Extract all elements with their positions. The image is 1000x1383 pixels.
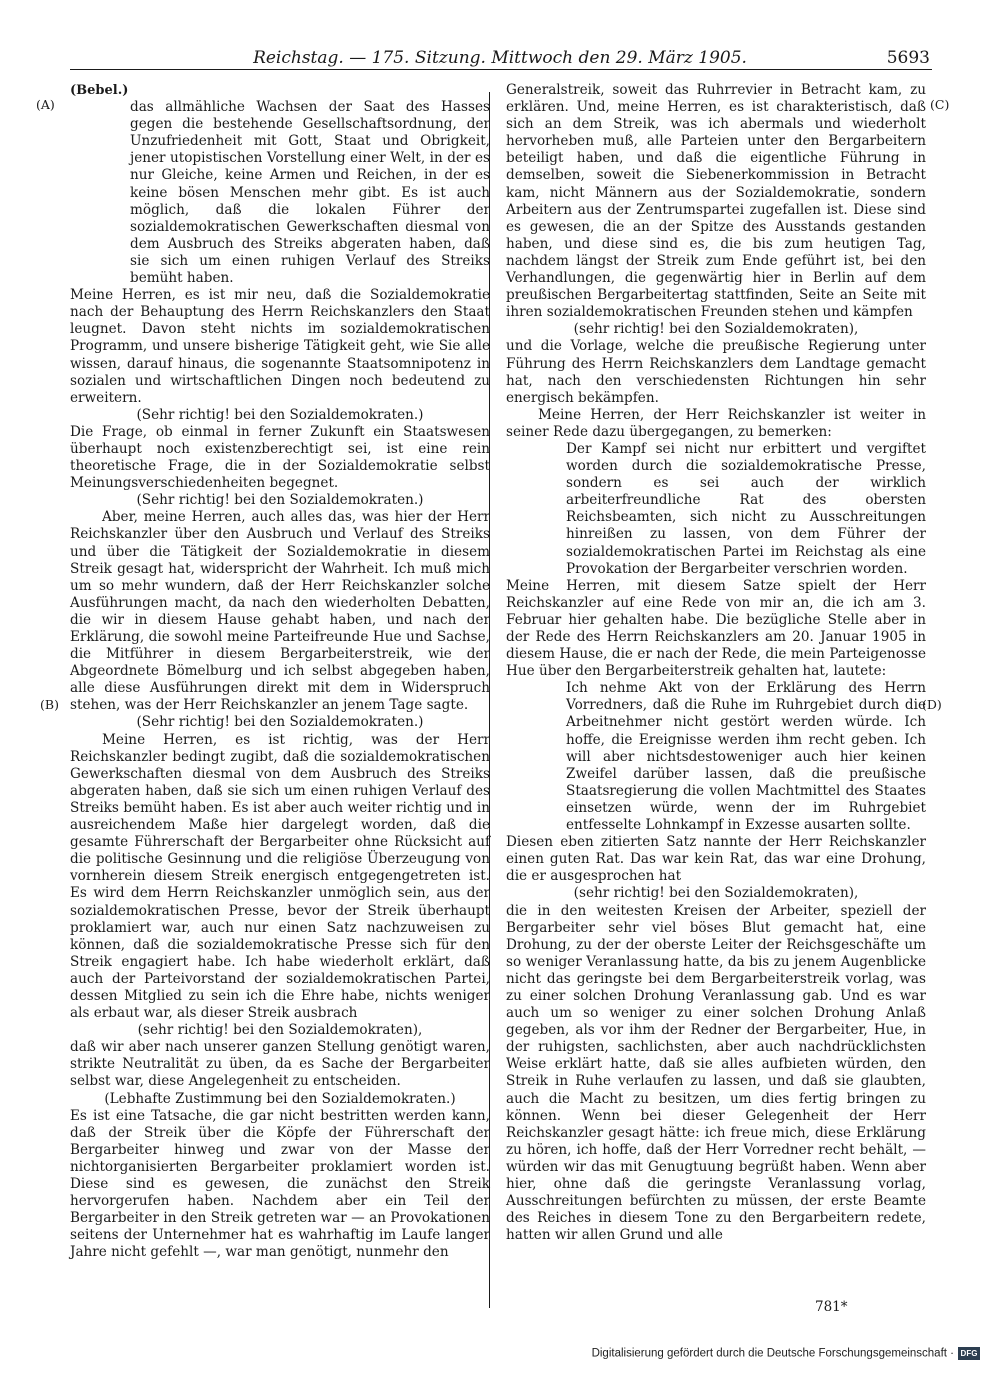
margin-marker-c: (C) — [930, 97, 950, 112]
interjection: (sehr richtig! bei den Sozialdemokraten), — [573, 885, 859, 902]
interjection: (Sehr richtig! bei den Sozialdemokraten.) — [136, 714, 424, 731]
footer — [560, 1347, 980, 1367]
interjection: (Lebhafte Zustimmung bei den Sozialdemokraten.) — [104, 1090, 456, 1107]
margin-marker-d: (D) — [922, 697, 942, 712]
running-title: Reichstag. — 175. Sitzung. Mittwoch den 29. März 1905. — [253, 48, 747, 68]
interjection: (sehr richtig! bei den Sozialdemokraten), — [573, 321, 859, 338]
margin-marker-a: (A) — [36, 97, 55, 112]
dfg-logo-icon: DFG — [958, 1347, 980, 1360]
right-paragraphs — [506, 82, 926, 1244]
paragraph: und die Vorlage, welche die preußische Regierung unter Führung des Herrn Reichskanzlers dem Landtage gemacht hat, nach den verschiedensten Richtungen hin sehr energisch bekämpfen. — [506, 338, 926, 406]
interjection: (Sehr richtig! bei den Sozialdemokraten.) — [136, 406, 424, 423]
paragraph: Diesen eben zitierten Satz nannte der Herr Reichskanzler einen guten Rat. Das war kein Rat, das war eine Drohung, die er ausgesprochen hat — [506, 834, 926, 885]
paragraph: Aber, meine Herren, auch alles das, was hier der Herr Reichskanzler über den Ausbruch und Verlauf des Streiks und über die Tätigkeit der Sozialdemokratie in diesem Streik gesagt hat, widerspricht der Wahrheit. Ich muß mich um so mehr wundern, daß der Herr Reichskanzler solche Ausführungen macht, da nach den wiederholten Debatten, die wir in diesem Hause gehabt haben, und nach der Erklärung, die sowohl meine Parteifreunde Hue und Sachse, die Mitführer in diesem Bergarbeiterstreik, wie der Abgeordnete Bömelburg und ich selbst abgegeben haben, alle diese Ausführungen direkt mit dem in Widerspruch stehen, was der Herr Reichskanzler an jenem Tage sagte. — [70, 509, 490, 714]
paragraph: Meine Herren, es ist richtig, was der Herr Reichskanzler bedingt zugibt, daß die sozialdemokratischen Gewerkschaften diesmal von dem Ausbruch des Streiks abgeraten haben, daß sie sich um einen ruhigen Verlauf des Streiks bemüht haben. Es ist aber auch weiter richtig und in ausreichendem Maße hier dargelegt worden, daß die gesamte Führerschaft der Bergarbeiter ohne Rücksicht auf die politische Gesinnung und die religiöse Überzeugung von vornherein diesem Streik energisch entgegengetreten ist. Es wird dem Herrn Reichskanzler unmöglich sein, aus der sozialdemokratischen Presse, bevor der Streik überhaupt proklamiert war, auch nur einen Satz nachzuweisen zu können, daß die sozialdemokratische Presse sich für den Streik engagiert habe. Ich habe wiederholt erklärt, daß auch der Parteivorstand der sozialdemokratischen Partei, dessen Mitglied zu sein ich die Ehre habe, nichts weniger als erbaut war, als dieser Streik ausbrach — [70, 731, 490, 1022]
paragraph: Die Frage, ob einmal in ferner Zukunft ein Staatswesen überhaupt noch existenzberechtigt sei, ist eine rein theoretische Frage, die in der Sozialdemokratie selbst Meinungsverschiedenheiten begegnet. — [70, 423, 490, 492]
paragraph: Der Kampf sei nicht nur erbittert und vergiftet worden durch die sozialdemokratische Presse, sondern es sei auch der wirklich arbeiterfreundliche Rat des obersten Reichsbeamten, sich nicht zu Ausschreitungen hinreißen zu lassen, von dem Führer der sozialdemokratischen Partei im Reichstag als eine Provokation der Bergarbeiter verschrien worden. — [566, 440, 926, 577]
paragraph: Meine Herren, es ist mir neu, daß die Sozialdemokratie nach der Behauptung des Herrn Reichskanzlers den Staat leugnet. Davon steht nichts im sozialdemokratischen Programm, und unsere bisherige Tätigkeit geht, wie Sie alle wissen, darauf hinaus, die sogenannte Staatsomnipotenz in sozialen und wirtschaftlichen Dingen noch bedeutend zu erweitern. — [70, 287, 490, 406]
margin-marker-b: (B) — [40, 697, 59, 712]
speaker-name: (Bebel.) — [70, 83, 129, 98]
right-column — [506, 82, 926, 1244]
page-number: 5693 — [886, 48, 930, 68]
paragraph: Es ist eine Tatsache, die gar nicht bestritten werden kann, daß der Streik über die Köpfe der Führerschaft der Bergarbeiter hinweg und zwar von der Masse der nichtorganisierten Bergarbeiter proklamiert worden ist. Diese sind es gewesen, die zunächst den Streik hervorgerufen haben. Nachdem aber ein Teil der Bergarbeiter in den Streik getreten war — an Provokationen seitens der Unternehmer hat es wahrhaftig im Laufe langer Jahre nicht gefehlt —, war man genötigt, nunmehr den — [70, 1107, 490, 1261]
footer-text: Digitalisierung gefördert durch die Deutsche Forschungsgemeinschaft · — [591, 1347, 954, 1360]
left-column — [70, 82, 490, 1261]
paragraph: Ich nehme Akt von der Erklärung des Herrn Vorredners, daß die Ruhe im Ruhrgebiet durch die Arbeitnehmer nicht gestört werden würde. Ich hoffe, die Ereignisse werden ihm recht geben. Ich will aber nichtsdestoweniger auch hier keinen Zweifel darüber lassen, daß die preußische Staatsregierung die vollen Machtmittel des Staates einsetzen würde, wenn der im Ruhrgebiet entfesselte Lohnkampf in Exzesse ausarten sollte. — [566, 680, 926, 834]
signature-mark: 781* — [815, 1299, 848, 1315]
paragraph: Meine Herren, der Herr Reichskanzler ist weiter in seiner Rede dazu übergegangen, zu bemerken: — [506, 406, 926, 440]
paragraph: das allmähliche Wachsen der Saat des Hasses gegen die bestehende Gesellschaftsordnung, der Unzufriedenheit mit Gott, Staat und Obrigkeit, jener utopistischen Vorstellung einer Welt, in der es nur Gleiche, keine Armen und Reichen, in der es keine bösen Menschen mehr gibt. Es ist auch möglich, daß die lokalen Führer der sozialdemokratischen Gewerkschaften diesmal von dem Ausbruch des Streiks abgeraten haben, daß sie sich um einen ruhigen Verlauf des Streiks bemüht haben. — [130, 99, 490, 287]
paragraph: Generalstreik, soweit das Ruhrrevier in Betracht kam, zu erklären. Und, meine Herren, es ist charakteristisch, daß sich an dem Streik, was ich abermals und wiederholt hervorheben muß, alle Parteien unter den Bergarbeitern beteiligt haben, und daß die eigentliche Führung in demselben, soweit die Siebenerkommission in Betracht kam, nicht Männern aus der Sozialdemokratie, sondern Arbeitern aus der Zentrumspartei zugefallen ist. Diese sind es gewesen, die an der Spitze des Ausstands gestanden haben, und diese sind es, die bis zum heutigen Tag, nachdem längst der Streik zum Ende geführt ist, bei den Verhandlungen, die gegenwärtig hier in Berlin auf dem preußischen Bergarbeitertag stattfinden, Seite an Seite mit ihren sozialdemokratischen Freunden stehen und kämpfen — [506, 82, 926, 321]
paragraph: daß wir aber nach unserer ganzen Stellung genötigt waren, strikte Neutralität zu üben, da es Sache der Bergarbeiter selbst war, diese Angelegenheit zu entscheiden. — [70, 1039, 490, 1090]
paragraph: Meine Herren, mit diesem Satze spielt der Herr Reichskanzler auf eine Rede von mir an, die ich am 3. Februar hier gehalten habe. Die bezügliche Stelle aber in der Rede des Herrn Reichskanzlers am 20. Januar 1905 in diesem Hause, die er nach der Rede, die mein Parteigenosse Hue über den Bergarbeiterstreik gehalten hat, lautete: — [506, 577, 926, 680]
interjection: (Sehr richtig! bei den Sozialdemokraten.) — [136, 492, 424, 509]
interjection: (sehr richtig! bei den Sozialdemokraten), — [137, 1022, 423, 1039]
header-rule — [70, 69, 932, 70]
paragraph: die in den weitesten Kreisen der Arbeiter, speziell der Bergarbeiter sehr viel böses Blut gemacht hat, eine Drohung, zu der der oberste Leiter der Reichsgeschäfte um so weniger Veranlassung hatte, da bis zu jenem Augenblicke nicht das geringste bei dem Bergarbeiterstreik vorlag, was zu einer solchen Drohung Veranlassung gab. Und es war auch um so weniger zu einer solchen Drohung Anlaß gegeben, als vor ihm der Redner der Bergarbeiter, Hue, in der ruhigsten, sachlichsten, aber auch nachdrücklichsten Weise erklärt hatte, daß sie alles aufbieten würden, den Streik in Ruhe verlaufen zu lassen, und daß sie glaubten, auch die Macht zu besitzen, um dies fertig bringen zu können. Wenn bei dieser Gelegenheit der Herr Reichskanzler gesagt hätte: ich freue mich, diese Erklärung zu hören, ich hoffe, daß der Herr Vorredner recht behält, — würden wir das mit Genugtuung begrüßt haben. Wenn aber hier, ohne daß die geringste Veranlassung vorlag, Ausschreitungen befürchten zu müssen, der erste Beamte des Reiches in diesem Tone zu den Bergarbeitern redete, hatten wir allen Grund und alle — [506, 902, 926, 1244]
left-paragraphs — [70, 99, 490, 1261]
